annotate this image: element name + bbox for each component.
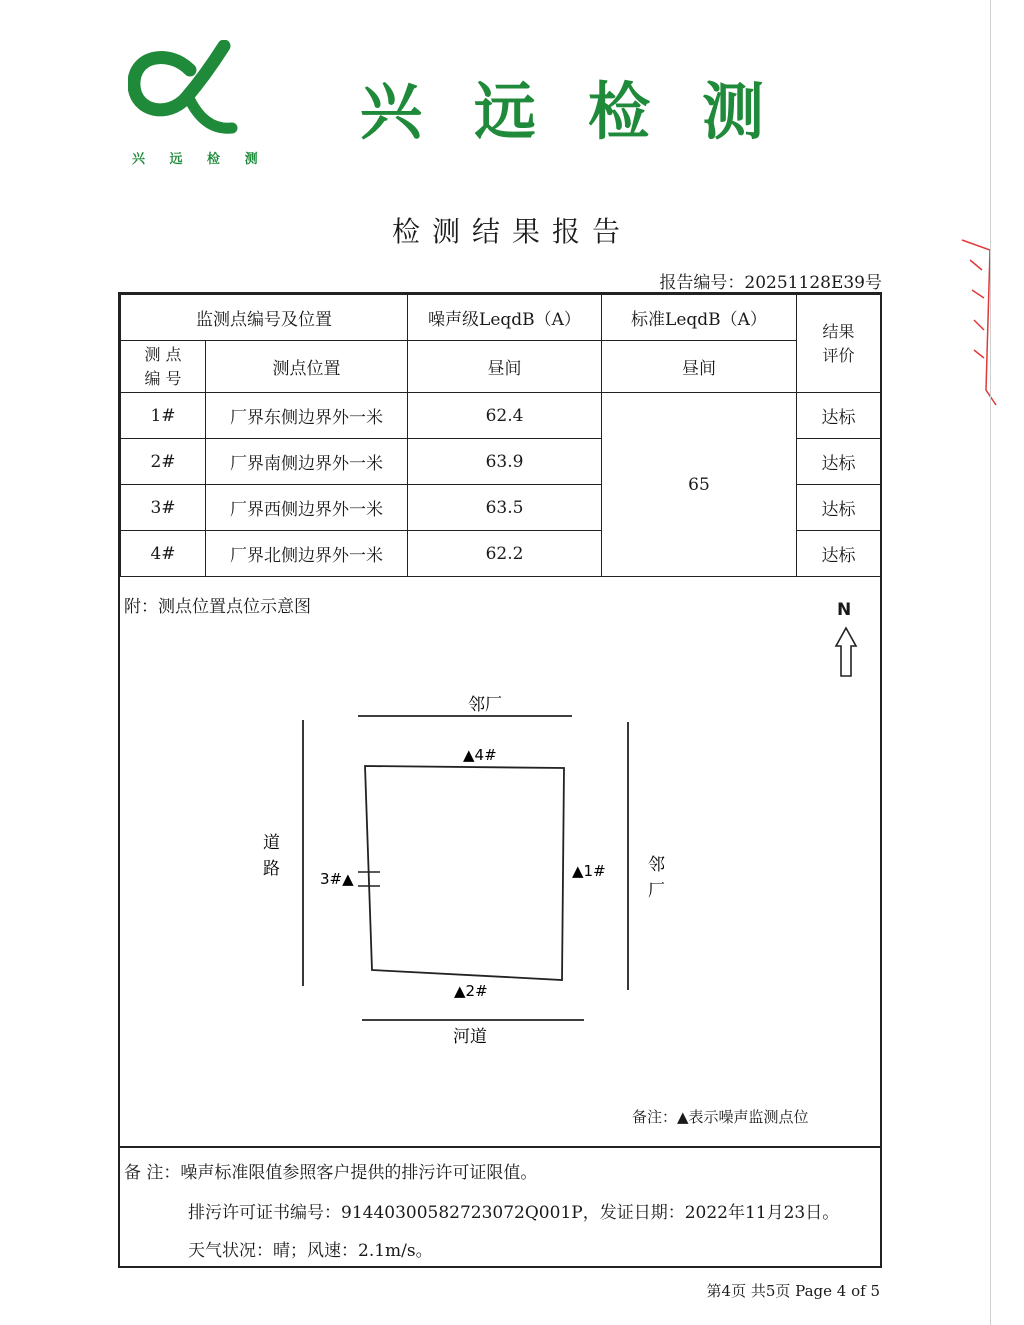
report-number: 报告编号：20251128E39号 — [659, 273, 882, 293]
header-position: 测点位置 — [206, 341, 408, 393]
marker-p1: ▲1# — [572, 862, 606, 880]
diagram-legend: 备注：▲表示噪声监测点位 — [632, 1108, 809, 1126]
notes-divider — [120, 1146, 880, 1148]
point-no: 1# — [121, 393, 206, 439]
factory-outline — [365, 766, 564, 980]
point-position: 厂界东侧边界外一米 — [206, 393, 408, 439]
north-arrow-icon — [836, 628, 856, 676]
noise-value: 63.5 — [408, 485, 602, 531]
point-position: 厂界南侧边界外一米 — [206, 439, 408, 485]
logo-subtitle: 兴 远 检 测 — [132, 152, 268, 167]
diagram-caption: 附：测点位置点位示意图 — [124, 597, 311, 617]
header-point-no-text: 测 点 编 号 — [144, 344, 182, 388]
header-daytime-noise: 昼间 — [408, 341, 602, 393]
company-brand: 兴远检测 — [360, 75, 817, 148]
note-standard: 备 注：噪声标准限值参照客户提供的排污许可证限值。 — [124, 1163, 538, 1183]
note-weather: 天气状况：晴；风速：2.1m/s。 — [188, 1241, 433, 1261]
header-result-text: 结果评价 — [822, 321, 855, 365]
left-road-label-2: 路 — [263, 859, 280, 879]
result-value: 达标 — [797, 439, 881, 485]
point-position: 厂界西侧边界外一米 — [206, 485, 408, 531]
result-value: 达标 — [797, 531, 881, 577]
right-neighbor-label-2: 厂 — [648, 881, 665, 901]
noise-value: 62.4 — [408, 393, 602, 439]
point-no: 3# — [121, 485, 206, 531]
marker-p2: ▲2# — [454, 982, 488, 1000]
bottom-river-label: 河道 — [453, 1027, 487, 1047]
header-location-group: 监测点编号及位置 — [121, 295, 408, 341]
north-label: N — [837, 600, 852, 620]
header-standard: 标准LeqdB（A） — [602, 295, 797, 341]
noise-value: 63.9 — [408, 439, 602, 485]
header-daytime-standard: 昼间 — [602, 341, 797, 393]
marker-p4: ▲4# — [463, 746, 497, 764]
left-road-label-1: 道 — [263, 833, 280, 853]
page-footer: 第4页 共5页 Page 4 of 5 — [706, 1282, 880, 1300]
result-value: 达标 — [797, 393, 881, 439]
point-no: 4# — [121, 531, 206, 577]
note-permit: 排污许可证书编号：91440300582723072Q001P，发证日期：2022年11月23日。 — [188, 1203, 840, 1223]
point-position: 厂界北侧边界外一米 — [206, 531, 408, 577]
report-title: 检测结果报告 — [391, 215, 632, 248]
top-neighbor-label: 邻厂 — [468, 695, 502, 715]
marker-p3: 3#▲ — [320, 870, 354, 888]
result-value: 达标 — [797, 485, 881, 531]
header-noise: 噪声级LeqdB（A） — [408, 295, 602, 341]
standard-value: 65 — [602, 393, 797, 577]
right-neighbor-label-1: 邻 — [648, 855, 665, 875]
point-no: 2# — [121, 439, 206, 485]
noise-value: 62.2 — [408, 531, 602, 577]
